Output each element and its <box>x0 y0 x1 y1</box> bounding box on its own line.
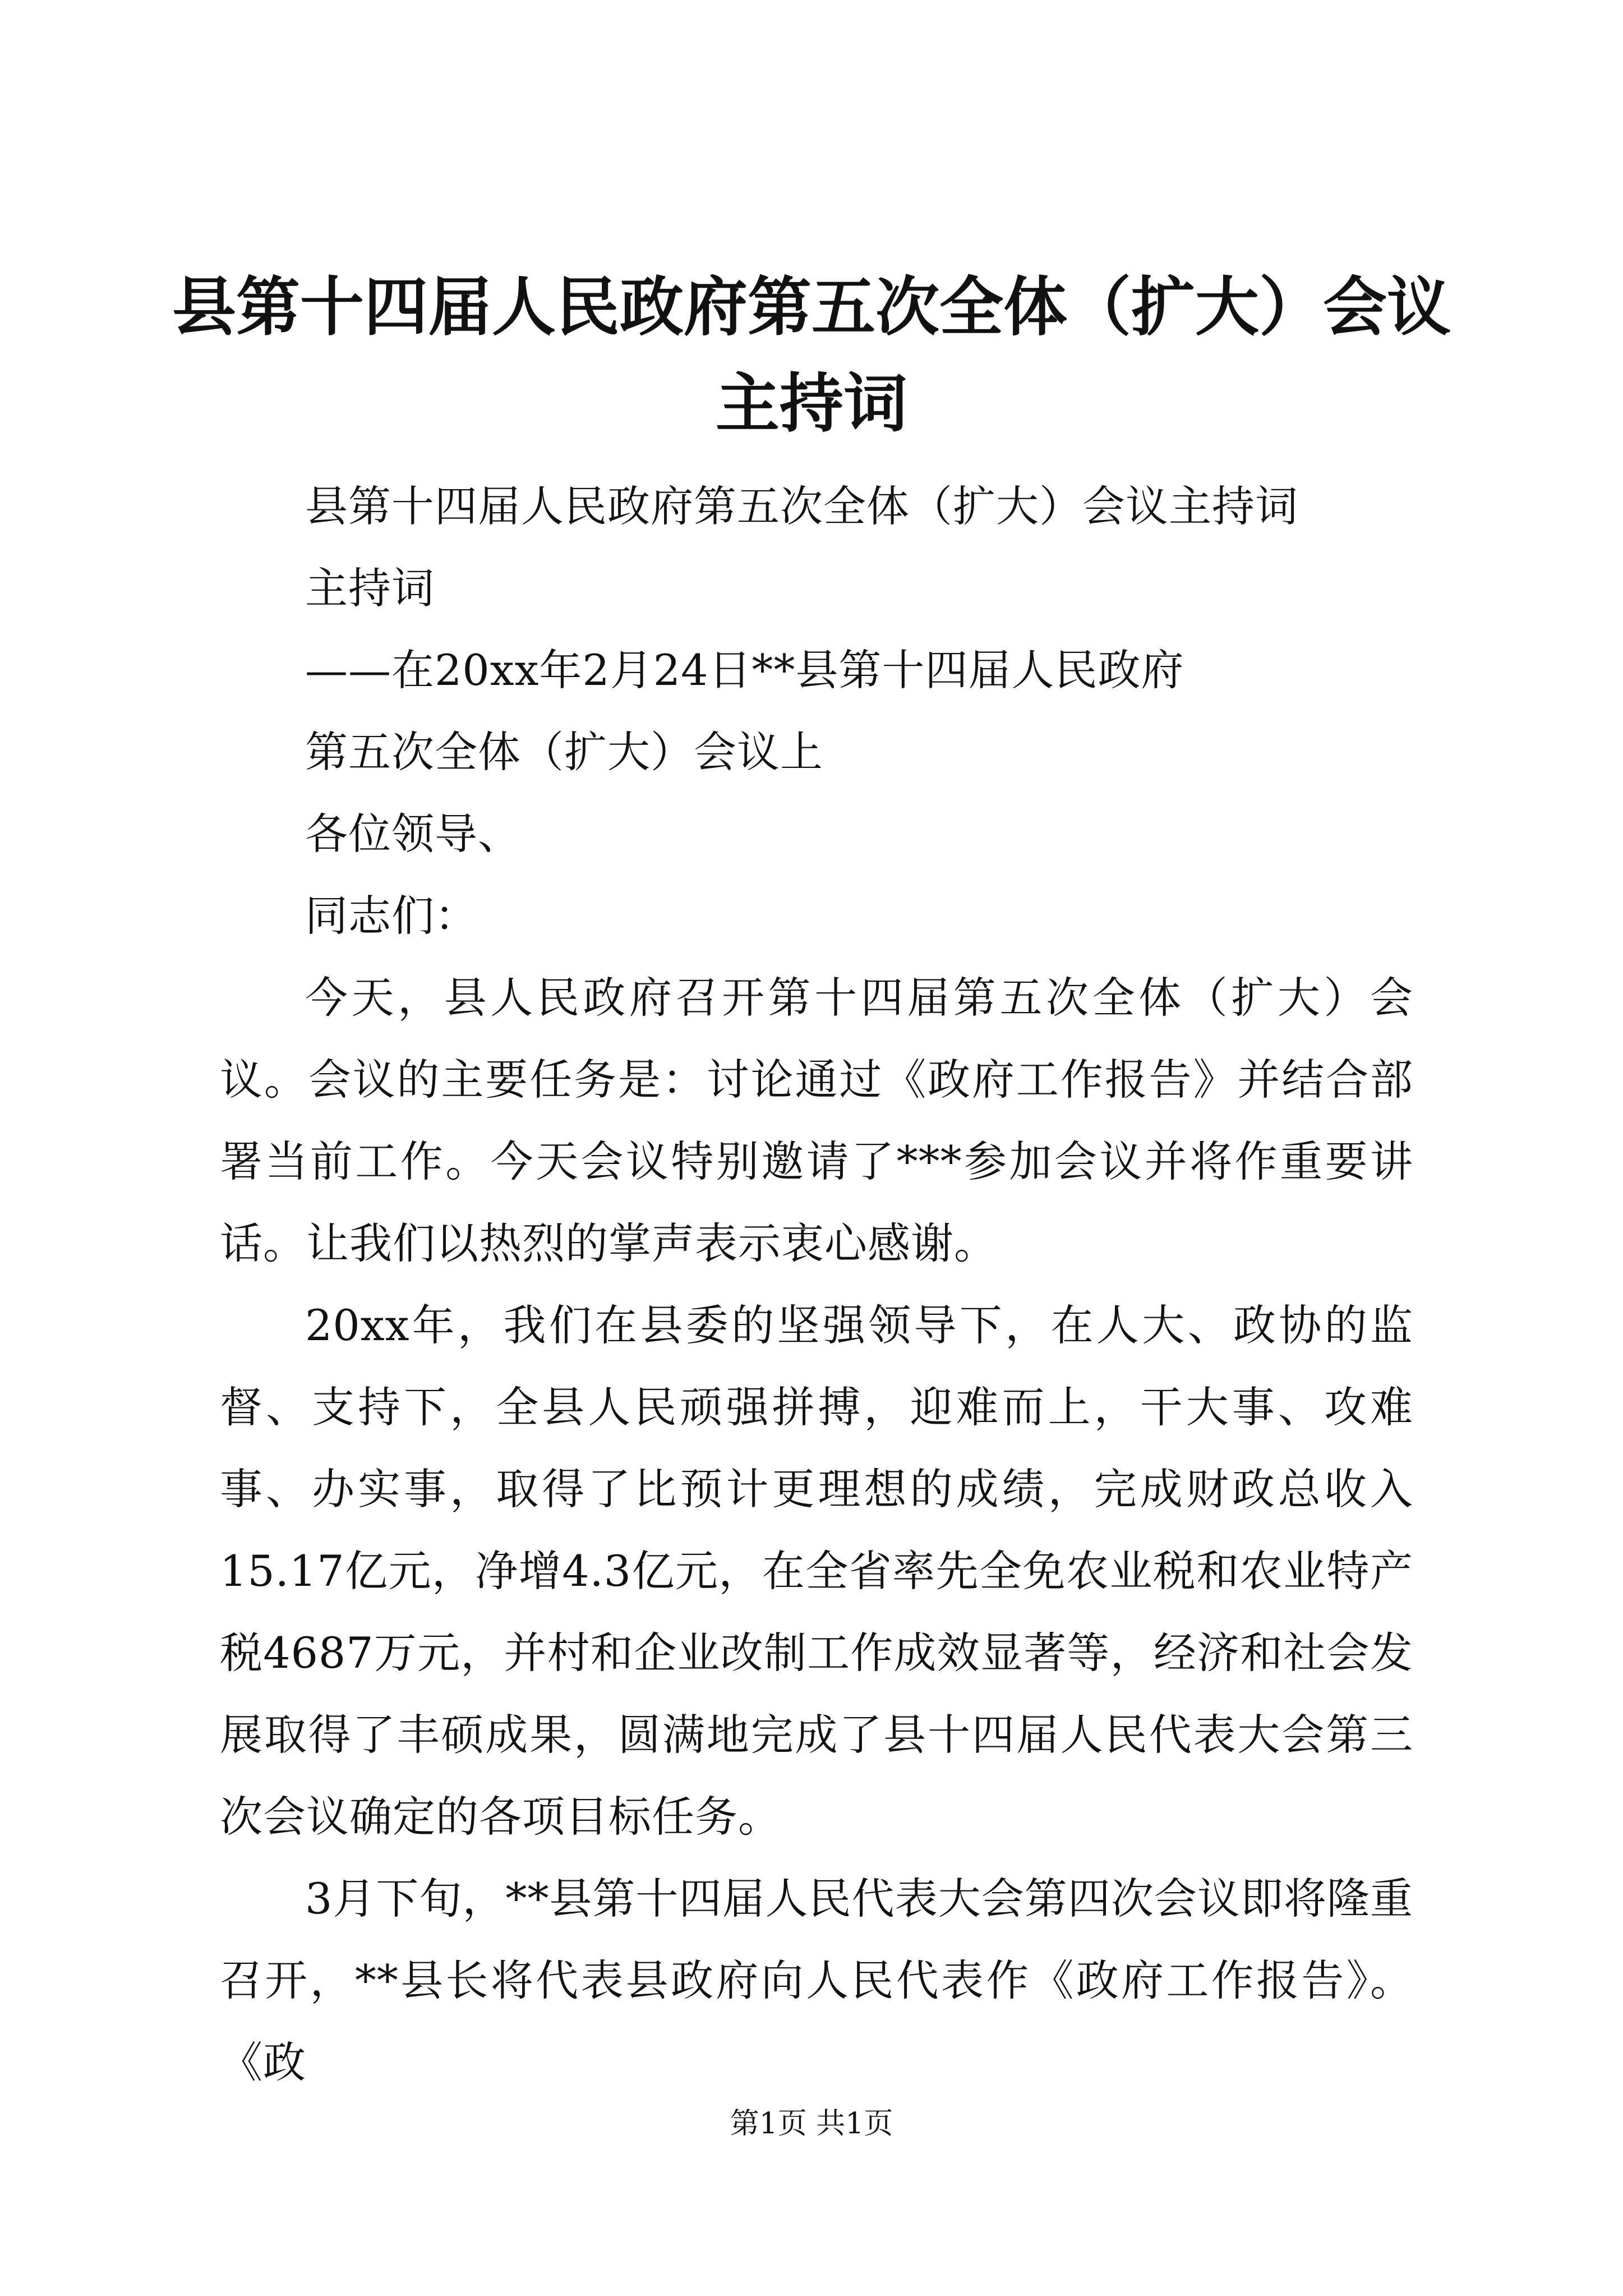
document-title-line-2: 主持词 <box>715 366 907 441</box>
paragraph-occasion: ——在20xx年2月24日**县第十四届人民政府 <box>305 645 1184 695</box>
page-footer: 第1页 共1页 <box>730 2107 893 2141</box>
paragraph-body-3: 3月下旬，**县第十四届人民代表大会第四次会议即将隆重召开，**县长将代表县政府向人民代表作《政府工作报告》。《政 <box>220 1874 1413 2087</box>
paragraph-subtitle: 县第十四届人民政府第五次全体（扩大）会议主持词 <box>305 481 1298 531</box>
paragraph-salutation-1: 各位领导、 <box>305 809 521 859</box>
paragraph-label: 主持词 <box>305 563 435 613</box>
paragraph-body-2: 20xx年，我们在县委的坚强领导下，在人大、政协的监督、支持下，全县人民顽强拼搏，迎难而上，干大事、攻难事、办实事，取得了比预计更理想的成绩，完成财政总收入15.17亿元，净增4.3亿元，在全省率先全免农业税和农业特产税4687万元，并村和企业改制工作成效显著等，经济和社会发展取得了丰硕成果，圆满地完成了县十四届人民代表大会第三次会议确定的各项目标任务。 <box>220 1300 1413 1842</box>
document-body <box>220 466 1413 2104</box>
paragraph-body-1: 今天，县人民政府召开第十四届第五次全体（扩大）会议。会议的主要任务是：讨论通过《政府工作报告》并结合部署当前工作。今天会议特别邀请了***参加会议并将作重要讲话。让我们以热烈的掌声表示衷心感谢。 <box>220 973 1413 1268</box>
paragraph-occasion-cont: 第五次全体（扩大）会议上 <box>305 727 823 777</box>
document-title-line-1: 县第十四届人民政府第五次全体（扩大）会议 <box>172 269 1451 344</box>
paragraph-salutation-2: 同志们： <box>305 891 478 941</box>
